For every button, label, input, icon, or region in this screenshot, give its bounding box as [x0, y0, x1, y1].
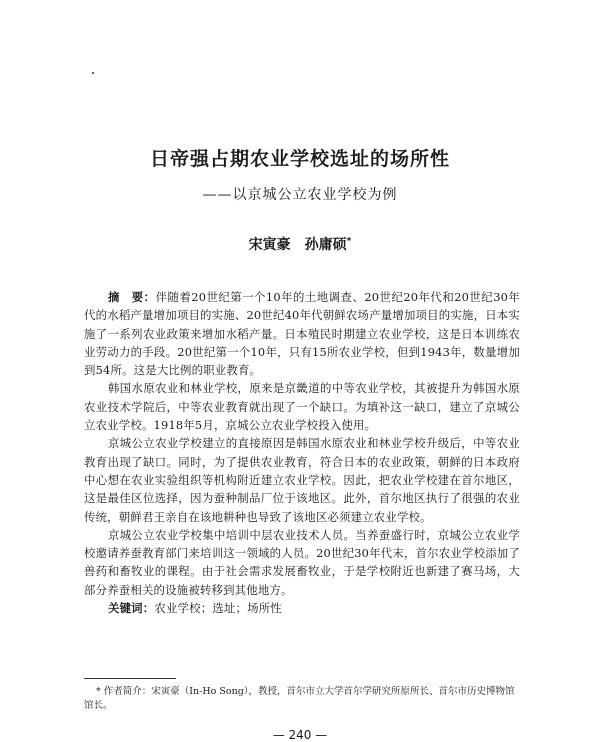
paper-subtitle: ——以京城公立农业学校为例 [202, 187, 398, 203]
abstract-label: 摘 要： [108, 290, 156, 304]
abstract-body [84, 288, 520, 617]
author-footnote: * 作者简介：宋寅豪（In-Ho Song），教授，首尔市立大学首尔学研究所原所长、首尔市历史博物馆馆长。 [84, 686, 515, 711]
scan-speck [92, 72, 94, 74]
abstract-paragraph [84, 288, 520, 379]
abstract-paragraph: 京城公立农业学校集中培训中层农业技术人员。当养蚕盛行时，京城公立农业学校邀请养蚕教育部门来培训这一领域的人员。20世纪30年代末，首尔农业学校添加了兽药和畜牧业的课程。由于社会需求发展畜牧业，于是学校附近也新建了赛马场，大部分养蚕相关的设施被转移到其他地方。 [84, 527, 520, 597]
author-names: 宋寅豪 孙庸硕 [248, 237, 347, 253]
keywords-line [84, 599, 520, 617]
page-number: — 240 — [272, 728, 328, 742]
abstract-paragraph: 京城公立农业学校建立的直接原因是韩国水原农业和林业学校升级后，中等农业教育出现了缺口。同时，为了提供农业教育，符合日本的农业政策，朝鲜的日本政府中心想在农业实验组织等机构附近建立农业学校。因此，把农业学校建在首尔地区，这是最佳区位选择，因为蚕种制品厂位于该地区。此外，首尔地区执行了很强的农业传统，朝鲜君王亲自在该地耕种也导致了该地区必须建立农业学校。 [84, 436, 520, 524]
abstract-text: 伴随着20世纪第一个10年的土地调查、20世纪20年代和20世纪30年代的水稻产量增加项目的实施、20世纪40年代朝鲜农场产量增加项目的实施，日本实施了一系列农业政策来增加水稻产量。日本殖民时期建立农业学校，这是日本训练农业劳动力的手段。20世纪第一个10年，只有15所农业学校，但到1943年，数量增加到54所。这是大比例的职业教育。 [84, 290, 520, 378]
paper-title: 日帝强占期农业学校选址的场所性 [149, 148, 450, 170]
author-footnote-mark: * [346, 236, 352, 247]
author-line [0, 234, 600, 254]
keywords-text: 农业学校；选址；场所性 [154, 601, 282, 616]
abstract-paragraph: 韩国水原农业和林业学校，原来是京畿道的中等农业学校，其被提升为韩国水原农业技术学院后，中等农业教育就出现了一个缺口。为填补这一缺口，建立了京城公立农业学校。1918年5月，京城公立农业学校投入使用。 [84, 381, 520, 433]
footnote-divider [84, 678, 176, 679]
keywords-label: 关键词： [108, 601, 155, 616]
